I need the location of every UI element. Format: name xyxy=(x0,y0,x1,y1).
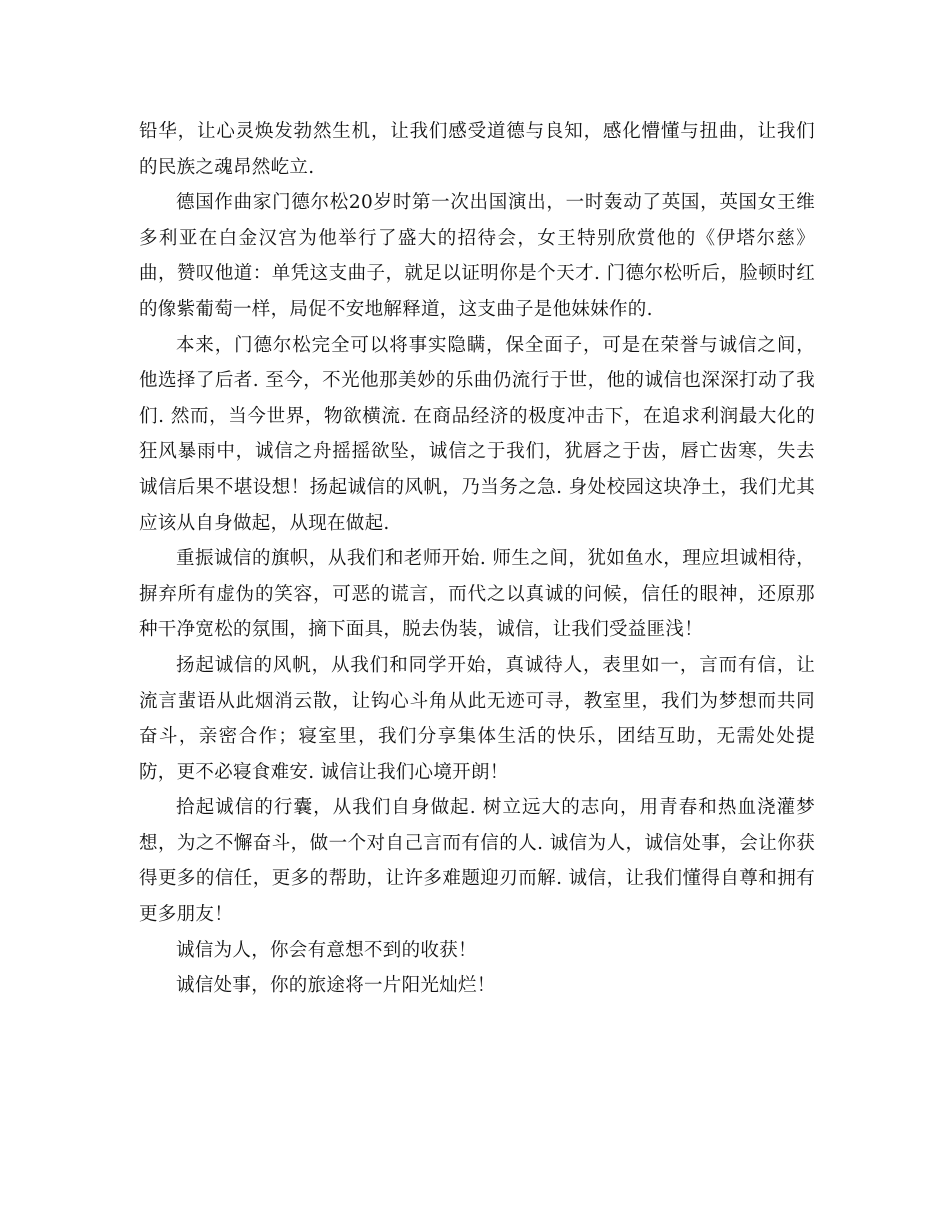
paragraph-8: 诚信处事，你的旅途将一片阳光灿烂！ xyxy=(176,975,496,997)
paragraph-2: 德国作曲家门德尔松20岁时第一次出国演出，一时轰动了英国，英国女王维多利亚在白金汉宫为他举行了盛大的招待会，女王特别欣赏他的《伊塔尔慈》曲，赞叹他道：单凭这支曲子，就足以证明你是个天才. 门德尔松听后，脸顿时红的像紫葡萄一样，局促不安地解释道，这支曲子是他妹妹作的. xyxy=(139,192,815,320)
document-body xyxy=(139,114,815,1004)
paragraph-1: 铅华，让心灵焕发勃然生机，让我们感受道德与良知，感化懵懂与扭曲，让我们的民族之魂昂然屹立. xyxy=(139,121,815,178)
paragraph-4: 重振诚信的旗帜，从我们和老师开始. 师生之间，犹如鱼水，理应坦诚相待，摒弃所有虚伪的笑容，可恶的谎言，而代之以真诚的问候，信任的眼神，还原那种干净宽松的氛围，摘下面具，脱去伪装，诚信，让我们受益匪浅！ xyxy=(139,548,815,641)
paragraph-3: 本来，门德尔松完全可以将事实隐瞒，保全面子，可是在荣誉与诚信之间，他选择了后者. 至今，不光他那美妙的乐曲仍流行于世，他的诚信也深深打动了我们. 然而，当今世界，物欲横流. 在商品经济的极度冲击下，在追求利润最大化的狂风暴雨中，诚信之舟摇摇欲坠，诚信之于我们，犹唇之于齿，唇亡齿寒，失去诚信后果不堪设想！扬起诚信的风帆，乃当务之急. 身处校园这块净土，我们尤其应该从自身做起，从现在做起. xyxy=(139,334,815,534)
paragraph-5: 扬起诚信的风帆，从我们和同学开始，真诚待人，表里如一，言而有信，让流言蜚语从此烟消云散，让钩心斗角从此无迹可寻，教室里，我们为梦想而共同奋斗，亲密合作；寝室里，我们分享集体生活的快乐，团结互助，无需处处提防，更不必寝食难安. 诚信让我们心境开朗！ xyxy=(139,654,815,783)
paragraph-7: 诚信为人，你会有意想不到的收获！ xyxy=(176,939,477,961)
paragraph-6: 拾起诚信的行囊，从我们自身做起. 树立远大的志向，用青春和热血浇灌梦想，为之不懈奋斗，做一个对自己言而有信的人. 诚信为人，诚信处事，会让你获得更多的信任，更多的帮助，让许多难题迎刃而解. 诚信，让我们懂得自尊和拥有更多朋友！ xyxy=(139,797,815,926)
